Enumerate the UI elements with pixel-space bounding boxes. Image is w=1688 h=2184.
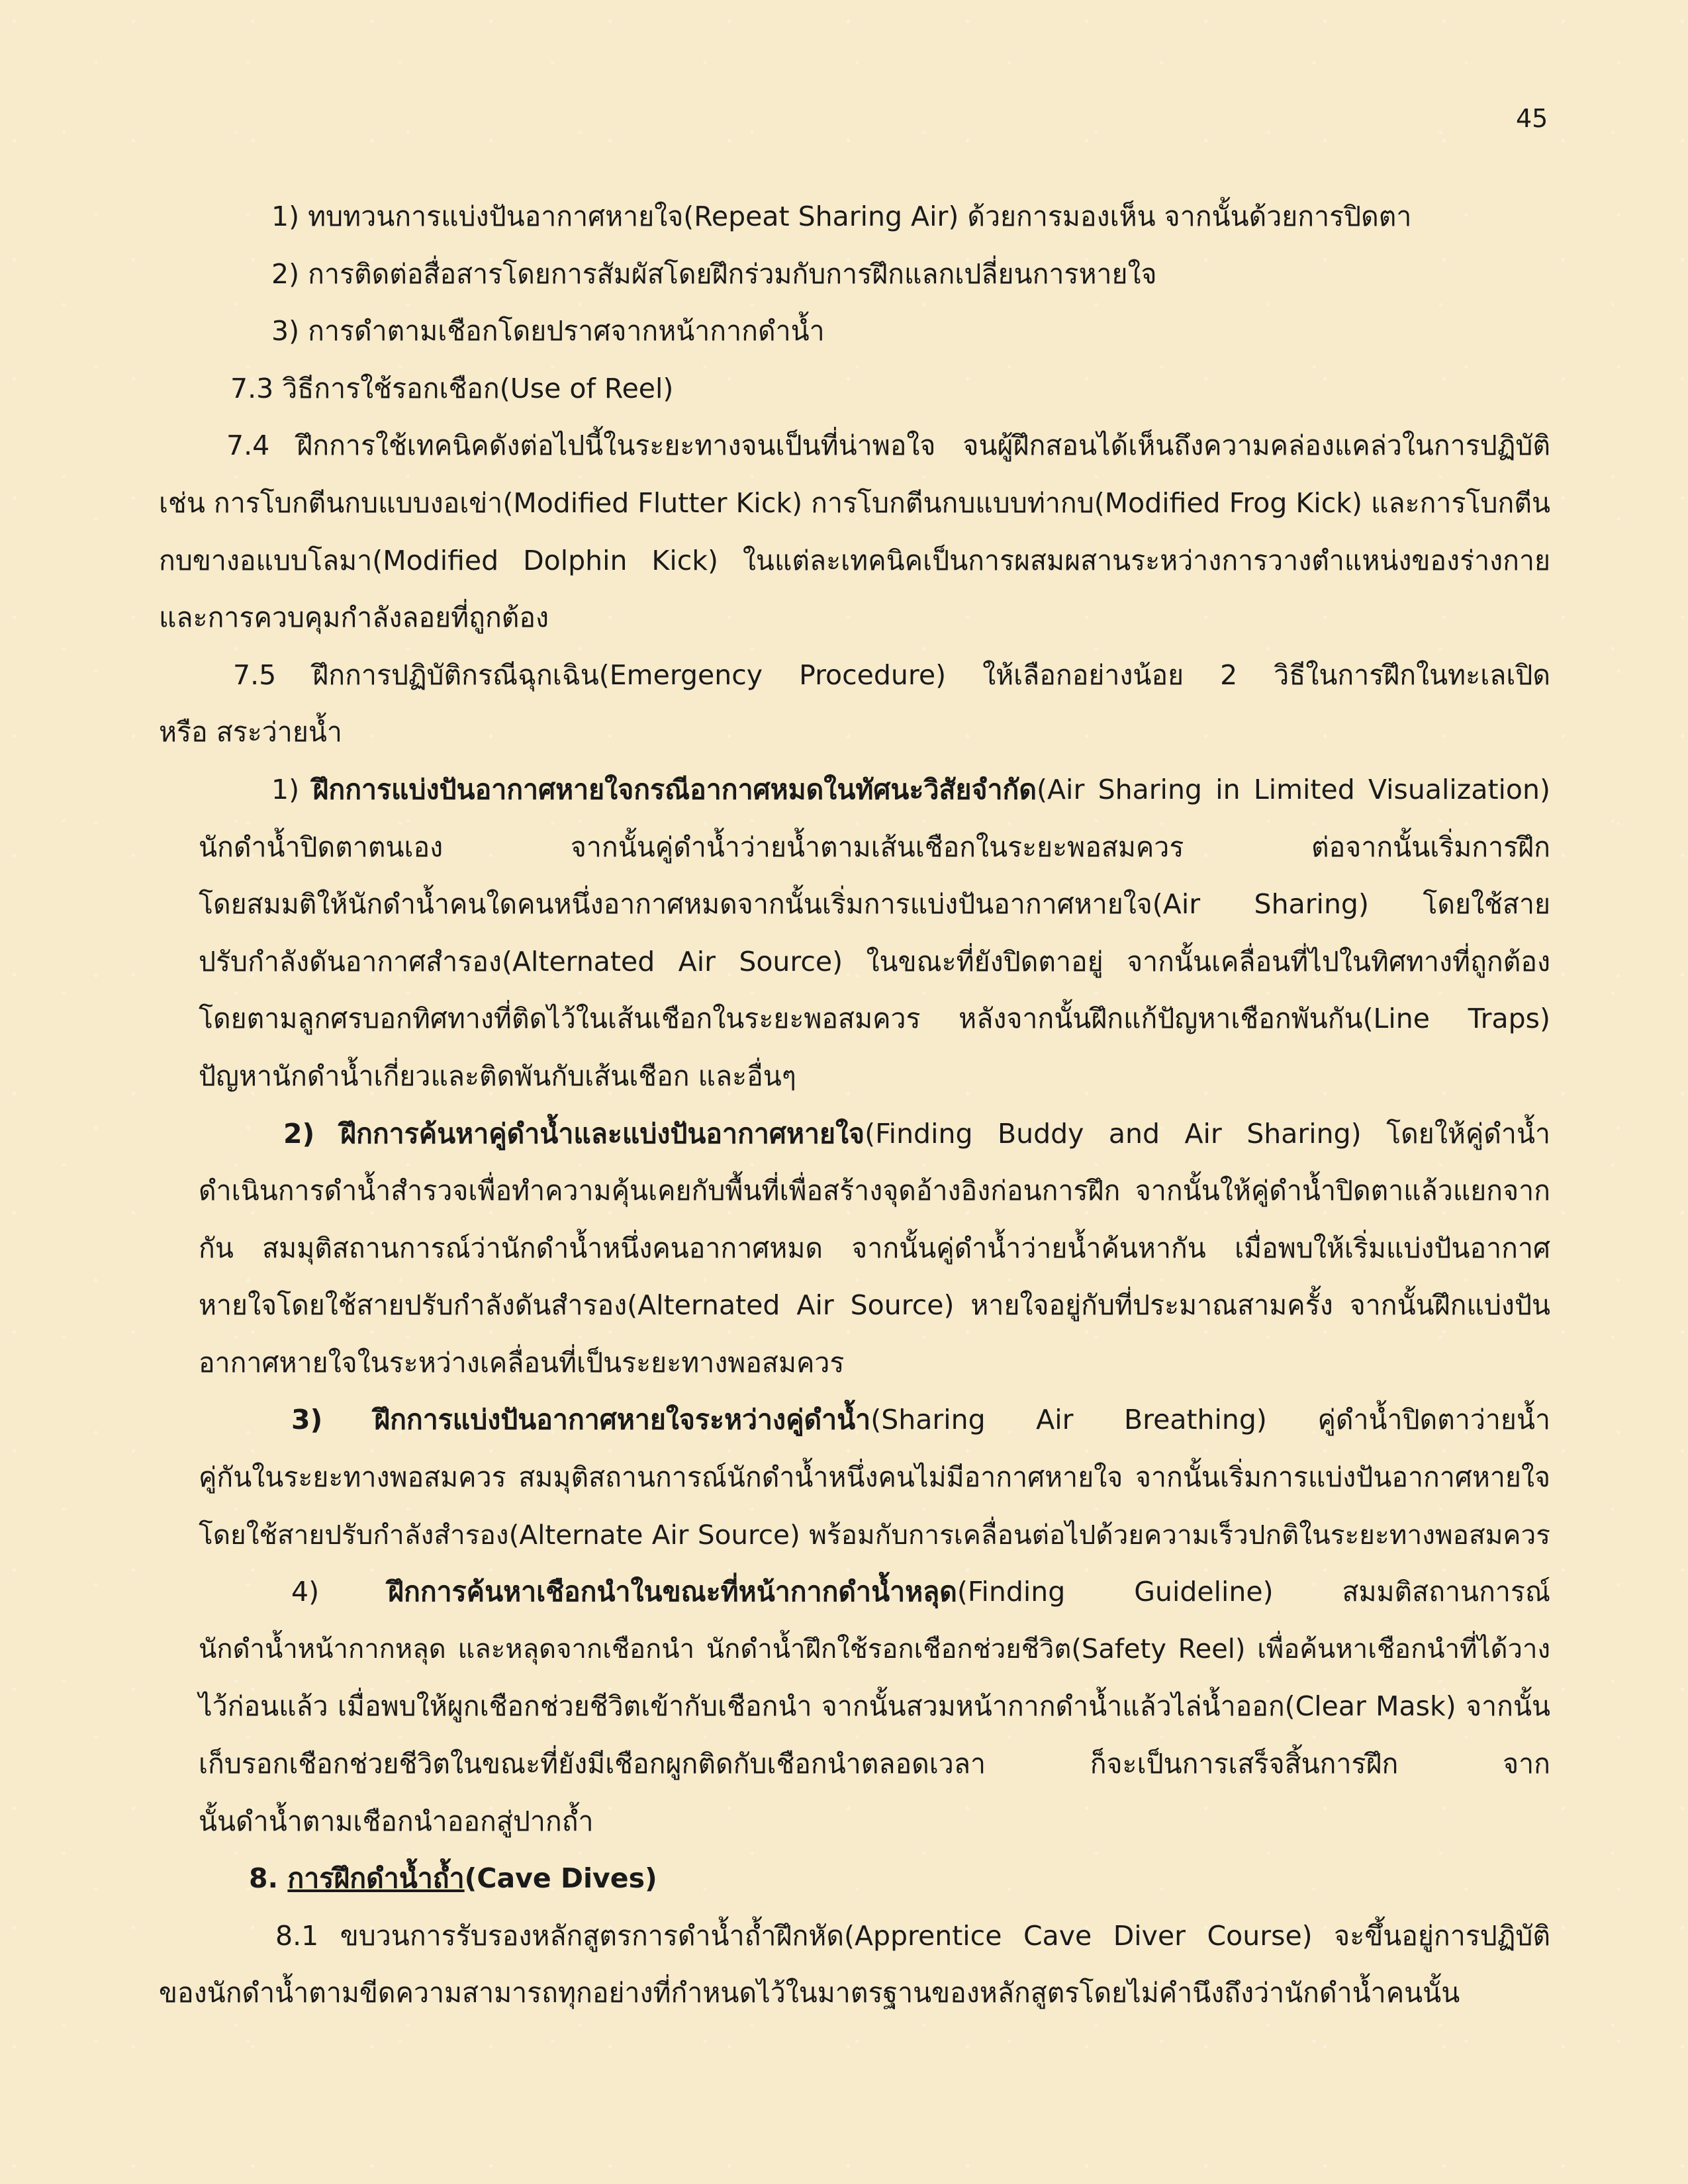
text-span: หายใจโดยใช้สายปรับกำลังดันสำรอง(Alternated Air Source) หายใจอยู่กับที่ประมาณสามครั้ง จากนั้นฝึกแบ่งปัน: [199, 1289, 1550, 1322]
text-span: เช่น การโบกตีนกบแบบงอเข่า(Modified Flutter Kick) การโบกตีนกบแบบท่ากบ(Modified Frog Kick) และการโบกตีน: [159, 486, 1550, 519]
text-line: [159, 1964, 1550, 2022]
text-line: [159, 1277, 1550, 1334]
text-span: 2) การติดต่อสื่อสารโดยการสัมผัสโดยฝึกร่วมกับการฝึกแลกเปลี่ยนการหายใจ: [271, 257, 1157, 290]
text-line: [159, 1220, 1550, 1277]
text-line: [159, 761, 1550, 819]
text-line: [159, 532, 1550, 590]
text-span: 8.1 ขบวนการรับรองหลักสูตรการดำน้ำถ้ำฝึกหัด(Apprentice Cave Diver Course) จะขึ้นอยู่การปฏิบัติ: [275, 1919, 1550, 1952]
text-line: [159, 1506, 1550, 1564]
text-span: (Finding Buddy and Air Sharing) โดยให้คู่ดำน้ำ: [865, 1117, 1550, 1150]
text-span: 7.3 วิธีการใช้รอกเชือก(Use of Reel): [230, 372, 674, 404]
text-span: ของนักดำน้ำตามขีดความสามารถทุกอย่างที่กำหนดไว้ในมาตรฐานของหลักสูตรโดยไม่คำนึงถึงว่านักดำน้ำคนนั้น: [159, 1977, 1460, 2009]
text-line: [159, 417, 1550, 475]
text-span: (Sharing Air Breathing) คู่ดำน้ำปิดตาว่ายน้ำ: [870, 1404, 1550, 1436]
text-span: กัน สมมุติสถานการณ์ว่านักดำน้ำหนึ่งคนอากาศหมด จากนั้นคู่ดำน้ำว่ายน้ำค้นหากัน เมื่อพบให้เริ่มแบ่งปันอากาศ: [199, 1232, 1550, 1264]
text-line: [159, 1449, 1550, 1506]
bold-text: 3) ฝึกการแบ่งปันอากาศหายใจระหว่างคู่ดำน้ำ: [291, 1404, 871, 1436]
document-body: [159, 188, 1550, 2022]
text-span: โดยสมมติให้นักดำน้ำคนใดคนหนึ่งอากาศหมดจากนั้นเริ่มการแบ่งปันอากาศหายใจ(Air Sharing) โดยใช้สาย: [199, 888, 1550, 921]
text-line: [159, 933, 1550, 991]
text-span: (Air Sharing in Limited Visualization): [1037, 773, 1550, 805]
text-line: [159, 876, 1550, 933]
text-span: 1): [271, 773, 313, 805]
text-span: 7.4 ฝึกการใช้เทคนิคดังต่อไปนี้ในระยะทางจนเป็นที่น่าพอใจ จนผู้ฝึกสอนได้เห็นถึงความคล่องแคล่วในการปฏิบัติ: [226, 430, 1550, 462]
text-line: [159, 475, 1550, 532]
text-span: ไว้ก่อนแล้ว เมื่อพบให้ผูกเชือกช่วยชีวิตเข้ากับเชือกนำ จากนั้นสวมหน้ากากดำน้ำแล้วไล่น้ำออก(Clear Mask) จากนั้น: [199, 1690, 1550, 1723]
text-line: [159, 589, 1550, 647]
text-line: [159, 246, 1550, 303]
text-span: 1) ทบทวนการแบ่งปันอากาศหายใจ(Repeat Sharing Air) ด้วยการมองเห็น จากนั้นด้วยการปิดตา: [271, 201, 1412, 232]
text-line: [159, 302, 1550, 360]
text-line: [159, 188, 1550, 246]
text-span: 7.5 ฝึกการปฏิบัติกรณีฉุกเฉิน(Emergency Procedure) ให้เลือกอย่างน้อย 2 วิธีในการฝึกในทะเลเปิด: [233, 659, 1550, 691]
text-span: โดยใช้สายปรับกำลังสำรอง(Alternate Air Source) พร้อมกับการเคลื่อนต่อไปด้วยความเร็วปกติในระยะทางพอสมควร: [199, 1518, 1550, 1551]
text-line: [159, 1793, 1550, 1850]
text-line: [159, 990, 1550, 1048]
text-span: นักดำน้ำหน้ากากหลุด และหลุดจากเชือกนำ นักดำน้ำฝึกใช้รอกเชือกช่วยชีวิต(Safety Reel) เพื่อค้นหาเชือกนำที่ได้วาง: [199, 1633, 1550, 1664]
text-line: [159, 1563, 1550, 1621]
bold-text: การฝึกดำน้ำถ้ำ: [287, 1862, 465, 1895]
text-line: [159, 647, 1550, 704]
text-line: [159, 1735, 1550, 1793]
text-line: [159, 1621, 1550, 1678]
text-span: ปรับกำลังดันอากาศสำรอง(Alternated Air Source) ในขณะที่ยังปิดตาอยู่ จากนั้นเคลื่อนที่ไปในทิศทางที่ถูกต้อง: [199, 945, 1550, 978]
text-line: [159, 1391, 1550, 1449]
text-span: และการควบคุมกำลังลอยที่ถูกต้อง: [159, 602, 549, 634]
text-line: [159, 704, 1550, 761]
text-line: [159, 1334, 1550, 1392]
text-span: กบขางอแบบโลมา(Modified Dolphin Kick) ในแต่ละเทคนิคเป็นการผสมผสานระหว่างการวางตำแหน่งของร่างกาย: [159, 544, 1550, 576]
bold-text: ฝึกการค้นหาเชือกนำในขณะที่หน้ากากดำน้ำหลุด: [387, 1576, 957, 1608]
text-span: โดยตามลูกศรบอกทิศทางที่ติดไว้ในเส้นเชือกในระยะพอสมควร หลังจากนั้นฝึกแก้ปัญหาเชือกพันกัน(Line Traps): [199, 1003, 1550, 1035]
text-span: ดำเนินการดำน้ำสำรวจเพื่อทำความคุ้นเคยกับพื้นที่เพื่อสร้างจุดอ้างอิงก่อนการฝึก จากนั้นให้คู่ดำน้ำปิดตาแล้วแยกจาก: [199, 1175, 1550, 1207]
text-span: (Finding Guideline) สมมติสถานการณ์: [957, 1576, 1550, 1608]
text-span: เก็บรอกเชือกช่วยชีวิตในขณะที่ยังมีเชือกผูกติดกับเชือกนำตลอดเวลา ก็จะเป็นการเสร็จสิ้นการฝึก จาก: [199, 1748, 1550, 1780]
text-span: อากาศหายใจในระหว่างเคลื่อนที่เป็นระยะทางพอสมควร: [199, 1346, 845, 1379]
bold-text: ฝึกการแบ่งปันอากาศหายใจกรณีอากาศหมดในทัศนะวิสัยจำกัด: [312, 773, 1037, 805]
text-span: คู่กันในระยะทางพอสมควร สมมุติสถานการณ์นักดำน้ำหนึ่งคนไม่มีอากาศหายใจ จากนั้นเริ่มการแบ่งปันอากาศหายใจ: [199, 1461, 1550, 1494]
bold-text: 2) ฝึกการค้นหาคู่ดำน้ำและแบ่งปันอากาศหายใจ: [283, 1117, 865, 1150]
text-span: หรือ สระว่ายน้ำ: [159, 716, 342, 749]
text-line: [159, 1678, 1550, 1735]
bold-text: 8.: [249, 1862, 288, 1895]
text-span: นั้นดำน้ำตามเชือกนำออกสู่ปากถ้ำ: [199, 1805, 594, 1837]
text-line: [159, 360, 1550, 418]
text-span: นักดำน้ำปิดตาตนเอง จากนั้นคู่ดำน้ำว่ายน้ำตามเส้นเชือกในระยะพอสมควร ต่อจากนั้นเริ่มการฝึก: [199, 831, 1550, 863]
text-span: 3) การดำตามเชือกโดยปราศจากหน้ากากดำน้ำ: [271, 315, 825, 347]
text-span: 4): [291, 1576, 388, 1608]
bold-text: (Cave Dives): [464, 1862, 657, 1895]
text-line: [159, 1162, 1550, 1220]
text-line: [159, 1105, 1550, 1163]
text-line: [159, 1048, 1550, 1105]
text-line: [159, 1907, 1550, 1965]
page-number: 45: [1516, 104, 1548, 133]
text-line: [159, 819, 1550, 876]
section-heading: [159, 1850, 1550, 1907]
text-span: ปัญหานักดำน้ำเกี่ยวและติดพันกับเส้นเชือก และอื่นๆ: [199, 1060, 796, 1092]
